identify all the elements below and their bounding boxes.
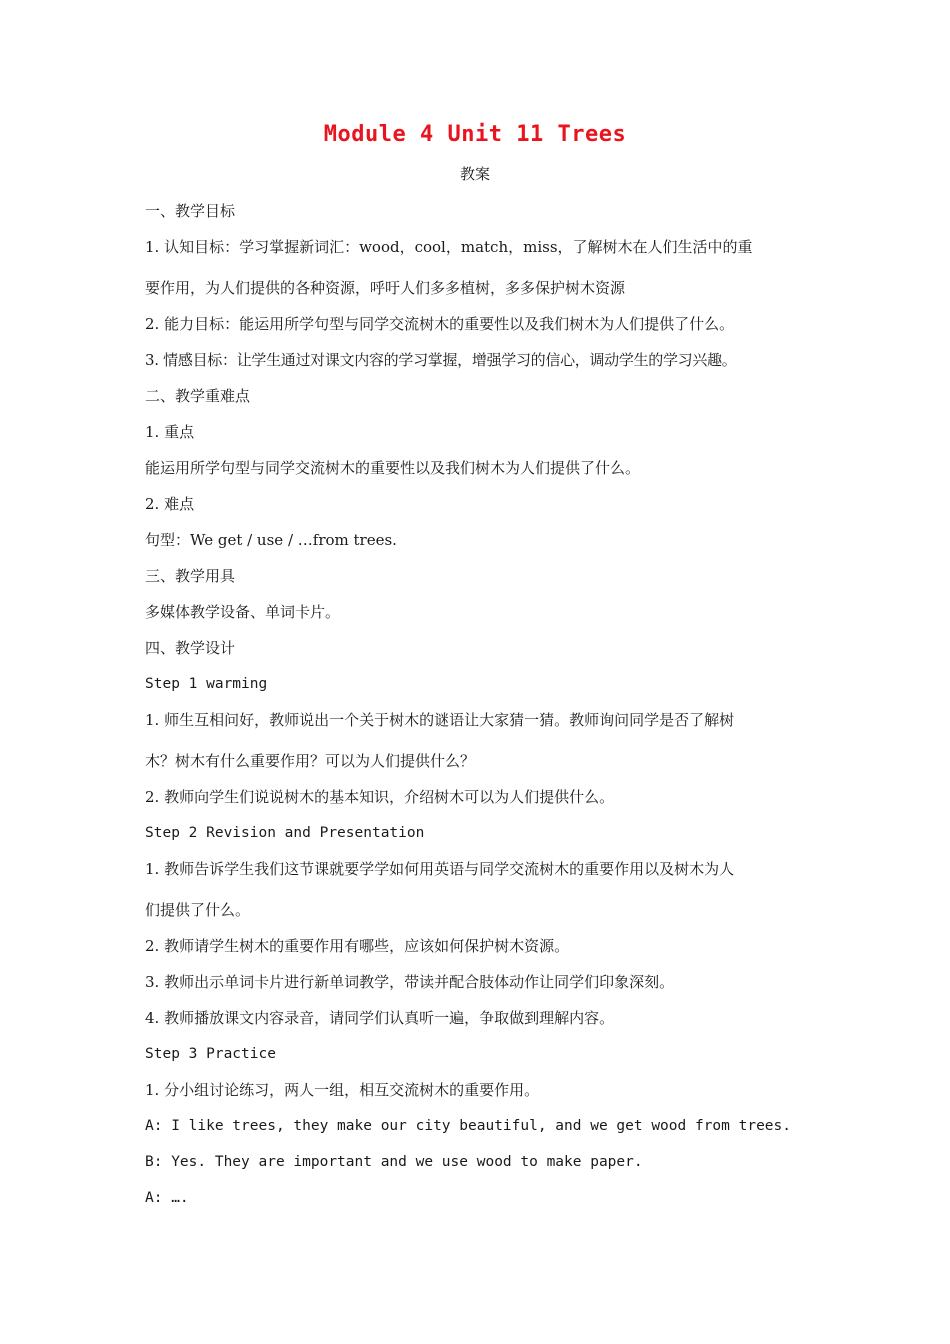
text-line: 1. 师生互相问好，教师说出一个关于树木的谜语让大家猜一猜。教师询问同学是否了解树 xyxy=(145,711,735,729)
text-line: 1. 分小组讨论练习，两人一组，相互交流树木的重要作用。 xyxy=(145,1081,540,1099)
text-line: 二、教学重难点 xyxy=(145,387,251,405)
text-line: A: …. xyxy=(145,1190,189,1206)
text-line: 3. 教师出示单词卡片进行新单词教学，带读并配合肢体动作让同学们印象深刻。 xyxy=(145,973,675,991)
text-line: 要作用，为人们提供的各种资源，呼吁人们多多植树，多多保护树木资源 xyxy=(145,279,626,297)
text-line: 1. 认知目标：学习掌握新词汇：wood，cool，match，miss，了解树木在人们生活中的重 xyxy=(145,238,753,256)
text-line: B: Yes. They are important and we use wood to make paper. xyxy=(145,1154,643,1170)
document-title: Module 4 Unit 11 Trees xyxy=(323,122,627,147)
text-line: 2. 教师请学生树木的重要作用有哪些，应该如何保护树木资源。 xyxy=(145,937,570,955)
document-subtitle: 教案 xyxy=(459,165,490,183)
document-body xyxy=(145,193,825,1216)
text-line: 木？树木有什么重要作用？可以为人们提供什么？ xyxy=(145,752,476,770)
text-line: 2. 教师向学生们说说树木的基本知识，介绍树木可以为人们提供什么。 xyxy=(145,788,615,806)
text-line: Step 3 Practice xyxy=(145,1046,276,1062)
text-line: 多媒体教学设备、单词卡片。 xyxy=(145,603,341,621)
text-line: 四、教学设计 xyxy=(145,639,236,657)
text-line: 1. 教师告诉学生我们这节课就要学学如何用英语与同学交流树木的重要作用以及树木为人 xyxy=(145,860,735,878)
text-line: Step 2 Revision and Presentation xyxy=(145,825,425,841)
text-line: 能运用所学句型与同学交流树木的重要性以及我们树木为人们提供了什么。 xyxy=(145,459,641,477)
text-line: 1. 重点 xyxy=(145,423,195,441)
text-line: 2. 难点 xyxy=(145,495,195,513)
text-line: A: I like trees, they make our city beautiful, and we get wood from trees. xyxy=(145,1118,792,1134)
text-line: 4. 教师播放课文内容录音，请同学们认真听一遍，争取做到理解内容。 xyxy=(145,1009,615,1027)
text-line: 3. 情感目标：让学生通过对课文内容的学习掌握，增强学习的信心，调动学生的学习兴趣。 xyxy=(145,351,737,369)
text-line: 们提供了什么。 xyxy=(145,901,251,919)
text-line: Step 1 warming xyxy=(145,676,268,692)
text-line: 一、教学目标 xyxy=(145,202,236,220)
text-line: 三、教学用具 xyxy=(145,567,236,585)
text-line: 句型：We get / use / …from trees. xyxy=(145,531,397,549)
text-line: 2. 能力目标：能运用所学句型与同学交流树木的重要性以及我们树木为人们提供了什么。 xyxy=(145,315,735,333)
